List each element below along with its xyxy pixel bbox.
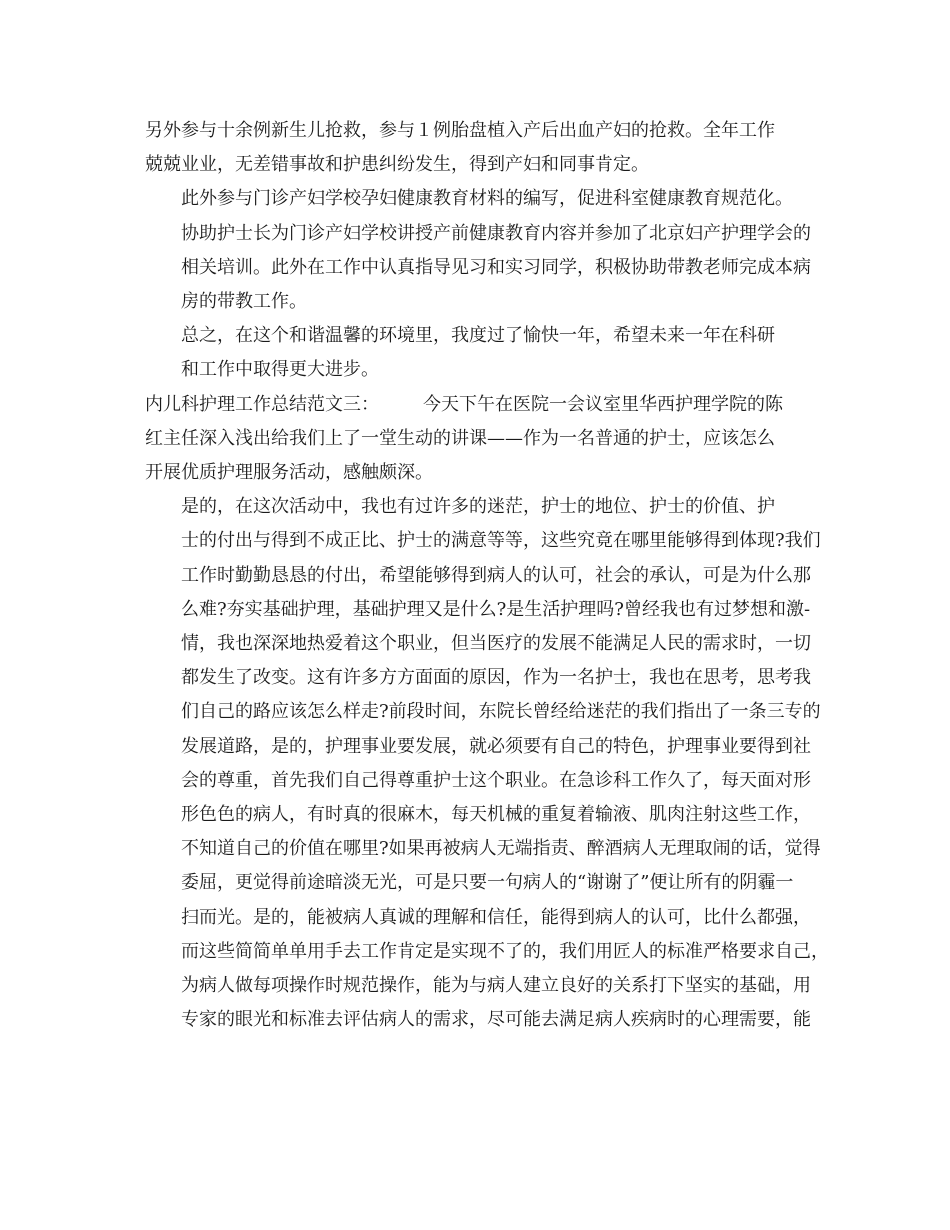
paragraph-rescue-work	[145, 114, 810, 182]
text-line: 此外参与门诊产妇学校孕妇健康教育材料的编写，促进科室健康教育规范化。	[181, 188, 793, 210]
text-line	[145, 388, 810, 422]
document-body	[145, 114, 829, 1037]
text-line: 会的尊重，首先我们自己得尊重护士这个职业。在急诊科工作久了，每天面对形	[181, 769, 811, 791]
text-line: 们自己的路应该怎么样走?前段时间，东院长曾经给迷茫的我们指出了一条三专的	[181, 701, 821, 723]
text-line: 另外参与十余例新生儿抢救，参与１例胎盘植入产后出血产妇的抢救。全年工作	[145, 120, 775, 141]
paragraph-health-education	[145, 182, 810, 319]
text-line: 士的付出与得到不成正比、护士的满意等等，这些究竟在哪里能够得到体现?我们	[181, 530, 821, 552]
text-line: 红主任深入浅出给我们上了一堂生动的讲课——作为一名普通的护士，应该怎么	[145, 427, 775, 449]
text-line: 形色色的病人，有时真的很麻木，每天机械的重复着输液、肌肉注射这些工作，	[181, 804, 811, 826]
text-line: 么难?夯实基础护理，基础护理又是什么?是生活护理吗?曾经我也有过梦想和激-	[181, 598, 811, 620]
paragraph-nurse-reflection	[145, 490, 829, 1037]
text-line: 为病人做每项操作时规范操作，能为与病人建立良好的关系打下坚实的基础，用	[181, 975, 811, 997]
text-line: 开展优质护理服务活动，感触颇深。	[145, 462, 433, 484]
section-pediatric-nursing	[145, 388, 810, 491]
text-line: 而这些简简单单用手去工作肯定是实现不了的，我们用匠人的标准严格要求自己，	[181, 940, 829, 962]
text-line: 是的，在这次活动中，我也有过许多的迷茫，护士的地位、护士的价值、护	[181, 496, 775, 518]
text-line: 相关培训。此外在工作中认真指导见习和实习同学，积极协助带教老师完成本病	[181, 256, 811, 278]
text-line: 情，我也深深地热爱着这个职业，但当医疗的发展不能满足人民的需求时，一切	[181, 633, 811, 655]
text-line: 都发生了改变。这有许多方方面面的原因，作为一名护士，我也在思考，思考我	[181, 667, 811, 689]
text-line: 协助护士长为门诊产妇学校讲授产前健康教育内容并参加了北京妇产护理学会的	[181, 222, 811, 244]
text-line: 总之，在这个和谐温馨的环境里，我度过了愉快一年，希望未来一年在科研	[181, 325, 775, 347]
text-line: 专家的眼光和标准去评估病人的需求，尽可能去满足病人疾病时的心理需要，能	[181, 1009, 811, 1031]
text-line: 工作时勤勤恳恳的付出，希望能够得到病人的认可，社会的承认，可是为什么那	[181, 564, 811, 586]
text-line: 扫而光。是的，能被病人真诚的理解和信任，能得到病人的认可，比什么都强，	[181, 906, 811, 928]
paragraph-summary	[145, 319, 810, 387]
section-first-line: 今天下午在医院一会议室里华西护理学院的陈	[423, 393, 783, 415]
text-line: 和工作中取得更大进步。	[181, 359, 379, 381]
section-heading: 内儿科护理工作总结范文三：	[145, 393, 379, 415]
text-line: 房的带教工作。	[181, 291, 307, 313]
text-line: 不知道自己的价值在哪里?如果再被病人无端指责、醉酒病人无理取闹的话，觉得	[181, 838, 821, 860]
text-line: 兢兢业业，无差错事故和护患纠纷发生，得到产妇和同事肯定。	[145, 154, 649, 176]
text-line: 委屈，更觉得前途暗淡无光，可是只要一句病人的“谢谢了”便让所有的阴霾一	[181, 872, 794, 894]
text-line: 发展道路，是的，护理事业要发展，就必须要有自己的特色，护理事业要得到社	[181, 735, 811, 757]
